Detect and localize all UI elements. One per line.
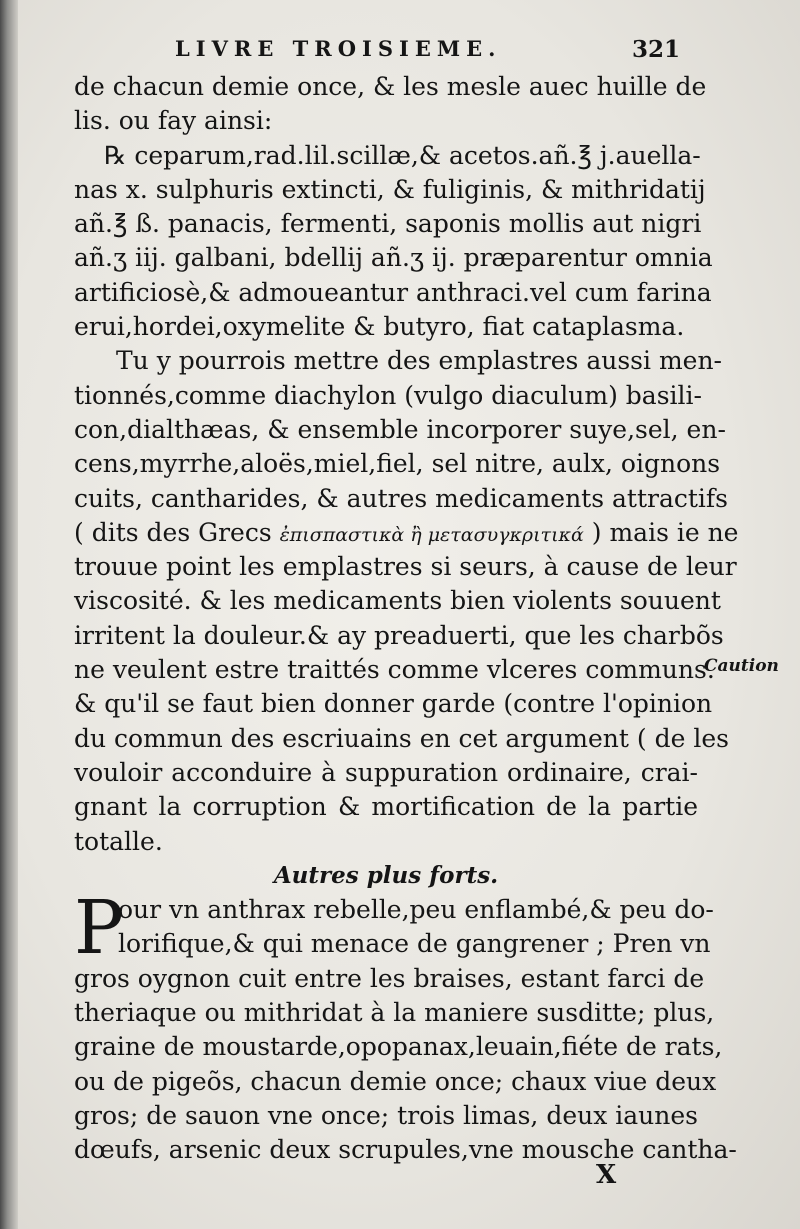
page-body [74,70,739,1168]
text-line: viscosité. & les medicaments bien violents souuent [74,586,721,616]
recipe-line: artificiosè,& admoueantur anthraci.vel cum farina [74,277,712,307]
text-line: totalle. [74,826,163,856]
text-line: & qu'il se faut bien donner garde (contre l'opinion [74,689,713,719]
text-segment: ) mais ie ne [591,517,739,547]
section-heading: Autres plus forts. [273,861,499,889]
text-line: Tu y pourrois mettre des emplastres aussi men- [116,346,722,376]
page-header [0,36,800,66]
recipe-line: añ.ʒ iij. galbani, bdellij añ.ʒ ij. præparentur omnia [74,243,713,273]
dropcap-paragraph [74,885,737,1167]
recipe-line: ℞ ceparum,rad.lil.scillæ,& acetos.añ.℥ j.auella- [104,140,701,170]
text-line: lorifique,& qui menace de gangrener ; Pren vn [118,929,711,959]
text-line: lis. ou fay ainsi: [74,106,273,136]
text-line: dœufs, arsenic deux scrupules,vne mousche cantha- [74,1135,737,1165]
text-line: con,dialthæas, & ensemble incorporer suye,sel, en- [74,414,726,444]
text-line: gros; de sauon vne once; trois limas, deux iaunes [74,1100,698,1130]
text-line: de chacun demie once, & les mesle auec huille de [74,72,707,101]
page-number: 321 [632,36,681,63]
text-line: irritent la douleur.& ay preaduerti, que les charbõs [74,620,724,650]
text-line: tionnés,comme diachylon (vulgo diaculum) basili- [74,380,702,410]
text-line: gros oygnon cuit entre les braises, estant farci de [74,963,705,993]
text-line: graine de moustarde,opopanax,leuain,fiéte de rats, [74,1032,723,1062]
margin-note: Caution [704,656,779,676]
text-line: ne veulent estre traittés comme vlceres communs. [74,655,715,685]
text-segment: ( dits des Grecs [74,517,272,547]
recipe-line: nas x. sulphuris extincti, & fuliginis, & mithridatij [74,174,706,204]
text-line: cuits, cantharides, & autres medicaments attractifs [74,483,728,513]
text-line: trouue point les emplastres si seurs, à cause de leur [74,552,737,582]
text-line-with-greek [74,516,739,550]
drop-capital: P [74,885,124,972]
signature-mark: X [596,1160,617,1190]
greek-phrase: ἐπισπαστικὰ ἢ μετασυγκριτικά [279,523,584,546]
recipe-line: erui,hordei,oxymelite & butyro, fiat cataplasma. [74,312,685,342]
text-line: cens,myrrhe,aloës,miel,fiel, sel nitre, aulx, oignons [74,449,721,479]
running-title: LIVRE TROISIEME. [175,36,502,61]
text-line: theriaque ou mithridat à la maniere susditte; plus, [74,998,715,1028]
text-line: ou de pigeõs, chacun demie once; chaux viue deux [74,1066,717,1096]
recipe-line: añ.℥ ß. panacis, fermenti, saponis mollis aut nigri [74,209,702,239]
text-line: du commun des escriuains en cet argument ( de les [74,723,729,753]
text-line: our vn anthrax rebelle,peu enflambé,& peu do- [118,895,714,925]
page-gutter-shadow [0,0,18,1229]
text-line: vouloir acconduire à suppuration ordinaire, crai- [74,757,698,787]
text-line: gnant la corruption & mortification de la partie [74,792,698,822]
